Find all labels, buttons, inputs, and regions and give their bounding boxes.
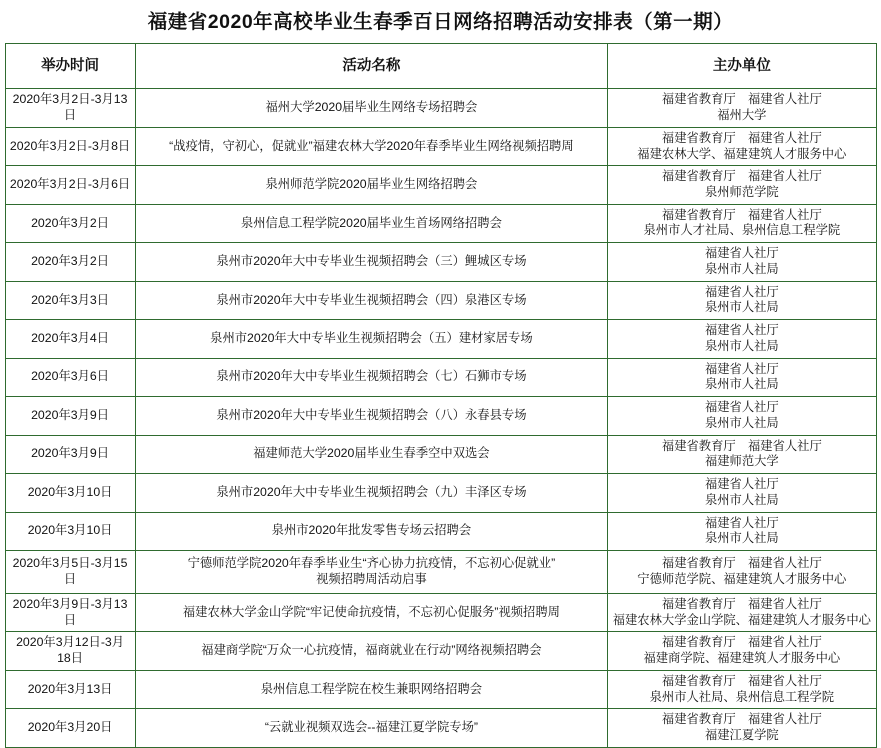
cell-organizer bbox=[608, 243, 876, 281]
organizer-line: 泉州市人社局 bbox=[704, 415, 779, 430]
cell-organizer bbox=[608, 281, 876, 319]
page-title: 福建省2020年高校毕业生春季百日网络招聘活动安排表（第一期） bbox=[147, 11, 734, 33]
organizer-line: 福建省人社厅 bbox=[704, 477, 779, 492]
cell-activity-name bbox=[135, 550, 608, 593]
cell-organizer bbox=[608, 435, 876, 473]
activity-name-line: 泉州市2020年大中专毕业生视频招聘会（四）泉港区专场 bbox=[216, 292, 527, 307]
cell-time: 2020年3月4日 bbox=[5, 320, 135, 358]
table-row bbox=[5, 632, 876, 670]
organizer-line: 泉州市人社局 bbox=[704, 377, 779, 392]
cell-time: 2020年3月2日 bbox=[5, 243, 135, 281]
table-row bbox=[5, 89, 876, 127]
organizer-line: 福建省人社厅 bbox=[704, 323, 779, 338]
cell-activity-name bbox=[135, 358, 608, 396]
cell-organizer bbox=[608, 204, 876, 242]
table-body bbox=[5, 89, 876, 748]
cell-activity-name bbox=[135, 127, 608, 165]
table-row bbox=[5, 670, 876, 708]
activity-name-line: 泉州市2020年大中专毕业生视频招聘会（九）丰泽区专场 bbox=[216, 484, 527, 499]
activity-name-line: 福建师范大学2020届毕业生春季空中双选会 bbox=[253, 446, 490, 461]
cell-organizer bbox=[608, 670, 876, 708]
cell-organizer bbox=[608, 474, 876, 512]
organizer-line: 福建省人社厅 bbox=[704, 400, 779, 415]
organizer-line: 泉州市人社局 bbox=[704, 300, 779, 315]
cell-activity-name bbox=[135, 670, 608, 708]
table-row bbox=[5, 512, 876, 550]
cell-organizer bbox=[608, 358, 876, 396]
cell-organizer bbox=[608, 127, 876, 165]
organizer-line: 福建省教育厅 福建省人社厅 bbox=[661, 169, 822, 184]
organizer-line: 福建省人社厅 bbox=[704, 246, 779, 261]
organizer-line: 福建省教育厅 福建省人社厅 bbox=[661, 712, 822, 727]
organizer-line: 福建省教育厅 福建省人社厅 bbox=[661, 130, 822, 145]
cell-time: 2020年3月10日 bbox=[5, 474, 135, 512]
table-row bbox=[5, 397, 876, 435]
organizer-line: 福建省教育厅 福建省人社厅 bbox=[661, 596, 822, 611]
cell-activity-name bbox=[135, 512, 608, 550]
activity-name-line: 泉州市2020年大中专毕业生视频招聘会（八）永春县专场 bbox=[216, 407, 527, 422]
organizer-line: 福建商学院、福建建筑人才服务中心 bbox=[643, 651, 841, 666]
cell-activity-name bbox=[135, 435, 608, 473]
activity-name-line: 视频招聘周活动启事 bbox=[316, 571, 427, 586]
organizer-line: 福建省人社厅 bbox=[704, 515, 779, 530]
cell-activity-name bbox=[135, 281, 608, 319]
organizer-line: 福建省教育厅 福建省人社厅 bbox=[661, 556, 822, 571]
cell-activity-name bbox=[135, 397, 608, 435]
cell-activity-name bbox=[135, 89, 608, 127]
organizer-line: 福建师范大学 bbox=[704, 454, 779, 469]
organizer-line: 福建省人社厅 bbox=[704, 284, 779, 299]
cell-time: 2020年3月9日-3月13日 bbox=[5, 593, 135, 631]
activity-name-line: 泉州市2020年大中专毕业生视频招聘会（三）鲤城区专场 bbox=[216, 254, 527, 269]
table-row bbox=[5, 550, 876, 593]
cell-organizer bbox=[608, 89, 876, 127]
column-header-activity: 活动名称 bbox=[135, 44, 608, 89]
cell-organizer bbox=[608, 397, 876, 435]
organizer-line: 福建省教育厅 福建省人社厅 bbox=[661, 207, 822, 222]
table-row bbox=[5, 474, 876, 512]
activity-name-line: 福建商学院“万众一心抗疫情，福商就业在行动”网络视频招聘会 bbox=[201, 643, 542, 658]
cell-time: 2020年3月3日 bbox=[5, 281, 135, 319]
cell-organizer bbox=[608, 709, 876, 747]
activity-name-line: 泉州信息工程学院在校生兼职网络招聘会 bbox=[260, 681, 483, 696]
cell-organizer bbox=[608, 166, 876, 204]
organizer-line: 泉州师范学院 bbox=[704, 185, 779, 200]
cell-organizer bbox=[608, 593, 876, 631]
organizer-line: 泉州市人社局 bbox=[704, 338, 779, 353]
table-header bbox=[5, 44, 876, 89]
table-row bbox=[5, 320, 876, 358]
organizer-line: 泉州市人才社局、泉州信息工程学院 bbox=[643, 223, 841, 238]
table-row bbox=[5, 204, 876, 242]
cell-activity-name bbox=[135, 243, 608, 281]
cell-activity-name bbox=[135, 204, 608, 242]
organizer-line: 泉州市人社局 bbox=[704, 531, 779, 546]
table-row bbox=[5, 127, 876, 165]
cell-time: 2020年3月6日 bbox=[5, 358, 135, 396]
table-row bbox=[5, 243, 876, 281]
cell-time: 2020年3月20日 bbox=[5, 709, 135, 747]
cell-time: 2020年3月2日-3月8日 bbox=[5, 127, 135, 165]
activity-name-line: 福建农林大学金山学院“牢记使命抗疫情，不忘初心促服务”视频招聘周 bbox=[182, 604, 560, 619]
activity-name-line: 泉州市2020年批发零售专场云招聘会 bbox=[271, 523, 472, 538]
organizer-line: 福建省教育厅 福建省人社厅 bbox=[661, 673, 822, 688]
activity-name-line: “战疫情，守初心，促就业”福建农林大学2020年春季毕业生网络视频招聘周 bbox=[169, 138, 574, 153]
table-header-row bbox=[5, 44, 876, 89]
organizer-line: 福建农林大学、福建建筑人才服务中心 bbox=[637, 146, 847, 161]
cell-organizer bbox=[608, 632, 876, 670]
cell-time: 2020年3月9日 bbox=[5, 397, 135, 435]
cell-time: 2020年3月13日 bbox=[5, 670, 135, 708]
organizer-line: 福建江夏学院 bbox=[704, 728, 779, 743]
cell-time: 2020年3月9日 bbox=[5, 435, 135, 473]
cell-time: 2020年3月2日 bbox=[5, 204, 135, 242]
organizer-line: 福建农林大学金山学院、福建建筑人才服务中心 bbox=[612, 612, 871, 627]
activity-name-line: 泉州信息工程学院2020届毕业生首场网络招聘会 bbox=[240, 215, 502, 230]
cell-organizer bbox=[608, 320, 876, 358]
organizer-line: 福建省人社厅 bbox=[704, 361, 779, 376]
cell-organizer bbox=[608, 512, 876, 550]
activity-name-line: 泉州师范学院2020届毕业生网络招聘会 bbox=[265, 177, 478, 192]
activity-name-line: 泉州市2020年大中专毕业生视频招聘会（七）石狮市专场 bbox=[216, 369, 527, 384]
cell-activity-name bbox=[135, 632, 608, 670]
cell-activity-name bbox=[135, 474, 608, 512]
organizer-line: 福建省教育厅 福建省人社厅 bbox=[661, 438, 822, 453]
table-row bbox=[5, 593, 876, 631]
organizer-line: 泉州市人社局 bbox=[704, 492, 779, 507]
organizer-line: 宁德师范学院、福建建筑人才服务中心 bbox=[637, 571, 847, 586]
cell-time: 2020年3月2日-3月6日 bbox=[5, 166, 135, 204]
column-header-time: 举办时间 bbox=[5, 44, 135, 89]
cell-organizer bbox=[608, 550, 876, 593]
activity-name-line: “云就业视频双选会--福建江夏学院专场” bbox=[264, 720, 478, 735]
organizer-line: 泉州市人社局 bbox=[704, 261, 779, 276]
table-row bbox=[5, 435, 876, 473]
table-row bbox=[5, 709, 876, 747]
table-row bbox=[5, 166, 876, 204]
cell-activity-name bbox=[135, 166, 608, 204]
cell-time: 2020年3月5日-3月15日 bbox=[5, 550, 135, 593]
table-row bbox=[5, 281, 876, 319]
table-row bbox=[5, 358, 876, 396]
organizer-line: 泉州市人社局、泉州信息工程学院 bbox=[649, 689, 835, 704]
cell-activity-name bbox=[135, 320, 608, 358]
cell-activity-name bbox=[135, 709, 608, 747]
activity-name-line: 福州大学2020届毕业生网络专场招聘会 bbox=[265, 100, 478, 115]
cell-time: 2020年3月12日-3月18日 bbox=[5, 632, 135, 670]
cell-activity-name bbox=[135, 593, 608, 631]
organizer-line: 福州大学 bbox=[717, 108, 767, 123]
activity-name-line: 宁德师范学院2020年春季毕业生“齐心协力抗疫情，不忘初心促就业” bbox=[187, 556, 556, 571]
column-header-organizer: 主办单位 bbox=[608, 44, 876, 89]
cell-time: 2020年3月2日-3月13日 bbox=[5, 89, 135, 127]
activity-name-line: 泉州市2020年大中专毕业生视频招聘会（五）建材家居专场 bbox=[210, 331, 533, 346]
schedule-table bbox=[5, 43, 877, 748]
cell-time: 2020年3月10日 bbox=[5, 512, 135, 550]
organizer-line: 福建省教育厅 福建省人社厅 bbox=[661, 92, 822, 107]
organizer-line: 福建省教育厅 福建省人社厅 bbox=[661, 635, 822, 650]
